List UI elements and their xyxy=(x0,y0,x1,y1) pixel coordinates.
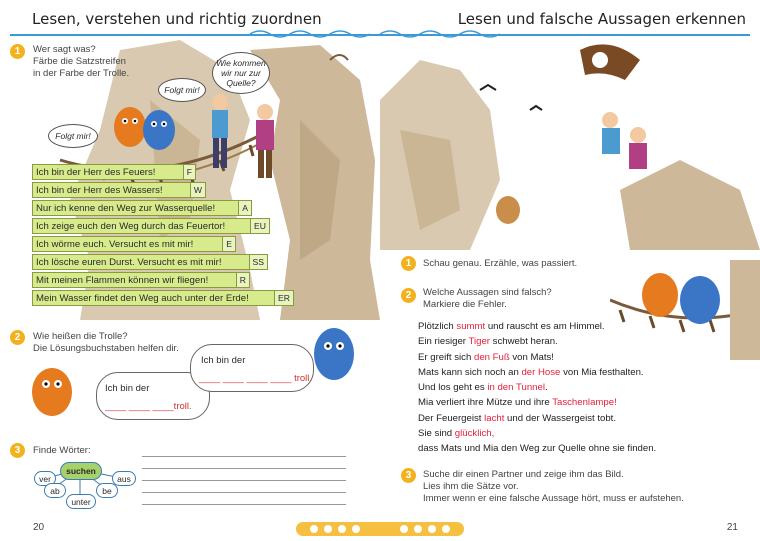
story-text-part: von Mia festhalten. xyxy=(560,366,644,378)
word-web-prefix: ver xyxy=(34,471,56,486)
writing-line[interactable] xyxy=(142,504,346,505)
word-web-center: suchen xyxy=(60,462,102,480)
story-text-part: und der Wassergeist tobt. xyxy=(504,412,617,424)
sentence-strip[interactable] xyxy=(32,290,294,306)
left-page xyxy=(0,0,380,540)
page-number-right: 21 xyxy=(726,522,738,533)
task-number-2: 2 xyxy=(401,288,416,303)
story-line xyxy=(418,350,656,365)
story-line xyxy=(418,411,656,426)
writing-line[interactable] xyxy=(142,480,346,481)
strip-letter: R xyxy=(236,273,249,287)
strip-letter: E xyxy=(222,237,235,251)
story-text-part: von Mats! xyxy=(509,351,554,363)
sentence-strip[interactable] xyxy=(32,164,196,180)
story-error-word[interactable]: in den Tunnel xyxy=(487,382,545,394)
story-text-part: Der Feuergeist xyxy=(418,412,485,424)
story-text-part: . xyxy=(544,382,548,394)
task-number-1: 1 xyxy=(401,256,416,271)
strip-text: Ich wörme euch. Versucht es mit mir! xyxy=(36,238,194,250)
story-error-word[interactable]: Taschenlampe! xyxy=(552,397,617,409)
word-web-prefix: aus xyxy=(112,471,136,486)
strip-text: Ich bin der Herr des Feuers! xyxy=(36,166,156,178)
story-text-part: Er greift sich xyxy=(418,351,474,363)
task-3-instructions xyxy=(423,469,684,505)
task-1-line-3: in der Farbe der Trolle. xyxy=(33,68,130,79)
task-2-instructions xyxy=(423,287,552,311)
writing-line[interactable] xyxy=(142,456,346,457)
water-troll-speech-line-1: Ich bin der xyxy=(201,355,246,366)
water-troll-speech-bubble xyxy=(190,344,314,392)
cliff-eagle-illustration xyxy=(380,40,760,250)
strip-letter: ER xyxy=(274,291,293,305)
story-text-part: Mats kann sich noch an xyxy=(418,366,522,378)
strip-letter: F xyxy=(183,165,195,179)
fire-troll-name-blank[interactable]: ____ ____ ____troll. xyxy=(105,401,192,412)
story-text-part: Mia verliert ihre Mütze und ihre xyxy=(418,397,553,409)
task-1-instructions xyxy=(33,44,129,80)
water-troll-name-blank[interactable]: ____ ____ ____ ____ troll. xyxy=(199,373,313,384)
task-1-line-2: Färbe die Satzstreifen xyxy=(33,56,126,67)
story-text-part: Und los geht es xyxy=(418,382,488,394)
strip-letter: EU xyxy=(250,219,269,233)
task-1-line-1: Wer sagt was? xyxy=(33,44,96,55)
story-text-part: schwebt heran. xyxy=(490,336,558,348)
page-number-left: 20 xyxy=(33,522,45,533)
right-page xyxy=(380,0,760,540)
wave-decoration xyxy=(380,28,510,40)
task-number-1: 1 xyxy=(10,44,25,59)
story-line xyxy=(418,395,656,410)
task-number-3: 3 xyxy=(10,443,25,458)
sentence-strip[interactable] xyxy=(32,218,270,234)
left-page-title: Lesen, verstehen und richtig zuordnen xyxy=(32,10,322,28)
strip-text: Ich lösche euren Durst. Versucht es mit mir! xyxy=(36,256,222,268)
strip-letter: SS xyxy=(249,255,267,269)
progress-strip xyxy=(296,522,464,536)
writing-line[interactable] xyxy=(142,492,346,493)
story-line xyxy=(418,319,656,334)
water-troll-small xyxy=(304,320,364,390)
word-web-prefix: be xyxy=(96,483,118,498)
children-figures xyxy=(205,90,285,190)
story-line xyxy=(418,380,656,395)
task-3-instructions: Finde Wörter: xyxy=(33,445,91,456)
wave-decoration xyxy=(250,28,380,40)
strip-text: Mein Wasser findet den Weg auch unter der Erde! xyxy=(36,292,249,304)
task-3-line-2: Lies ihm die Sätze vor. xyxy=(423,481,519,492)
story-error-word[interactable]: Tiger xyxy=(468,336,490,348)
speech-bubble-follow-me: Folgt mir! xyxy=(158,78,206,102)
story-line xyxy=(418,334,656,349)
strip-text: Mit meinen Flammen können wir fliegen! xyxy=(36,274,209,286)
sentence-strip[interactable] xyxy=(32,200,252,216)
task-3-line-1: Suche dir einen Partner und zeige ihm das Bild. xyxy=(423,469,624,480)
story-line xyxy=(418,365,656,380)
story-text-part: und rauscht es am Himmel. xyxy=(485,321,605,332)
task-number-2: 2 xyxy=(10,330,25,345)
speech-bubble-question: Wie kommen wir nur zur Quelle? xyxy=(212,52,270,94)
story-text-part: Plötzlich xyxy=(418,321,457,332)
task-2-line-1: Welche Aussagen sind falsch? xyxy=(423,287,552,298)
story-line xyxy=(418,426,656,441)
writing-line[interactable] xyxy=(142,468,346,469)
task-number-3: 3 xyxy=(401,468,416,483)
fire-troll-speech-line-1: Ich bin der xyxy=(105,383,150,394)
word-web-prefix: ab xyxy=(44,483,66,498)
strip-letter: W xyxy=(190,183,205,197)
task-3-line-3: Immer wenn er eine falsche Aussage hört, muss er aufstehen. xyxy=(423,493,684,504)
fire-troll-small xyxy=(22,360,92,420)
strip-text: Nur ich kenne den Weg zur Wasserquelle! xyxy=(36,202,216,214)
task-2-line-2: Markiere die Fehler. xyxy=(423,299,507,310)
story-text-part: Sie sind xyxy=(418,428,455,440)
smiley-icons xyxy=(296,522,464,536)
story-line: dass Mats und Mia den Weg zur Quelle ohne sie finden. xyxy=(418,443,657,455)
strip-text: Ich bin der Herr des Wassers! xyxy=(36,184,163,196)
right-page-title: Lesen und falsche Aussagen erkennen xyxy=(457,10,746,28)
story-error-word[interactable]: der Hose xyxy=(521,366,561,378)
water-troll-figure xyxy=(135,100,195,160)
strip-text: Ich zeige euch den Weg durch das Feuertor! xyxy=(36,220,226,232)
story-error-word[interactable]: glücklich, xyxy=(454,428,495,440)
story-text-part: Ein riesiger xyxy=(418,336,469,348)
task-1-instructions: Schau genau. Erzähle, was passiert. xyxy=(423,258,578,269)
sentence-strip[interactable] xyxy=(32,236,236,252)
speech-bubble-follow-me-2: Folgt mir! xyxy=(48,124,98,148)
task-2-line-1: Wie heißen die Trolle? xyxy=(33,331,128,342)
task-2-instructions xyxy=(33,331,179,355)
task-2-line-2: Die Lösungsbuchstaben helfen dir. xyxy=(33,343,179,354)
word-web-prefix: unter xyxy=(66,494,96,509)
sentence-strip[interactable] xyxy=(32,254,268,270)
story-error-word[interactable]: summt xyxy=(456,321,486,332)
strip-letter: A xyxy=(238,201,251,215)
story-error-word[interactable]: lacht xyxy=(484,412,505,424)
sentence-strip[interactable] xyxy=(32,272,250,288)
story-text xyxy=(418,319,656,457)
story-error-word[interactable]: den Fuß xyxy=(473,351,510,363)
sentence-strip[interactable] xyxy=(32,182,206,198)
